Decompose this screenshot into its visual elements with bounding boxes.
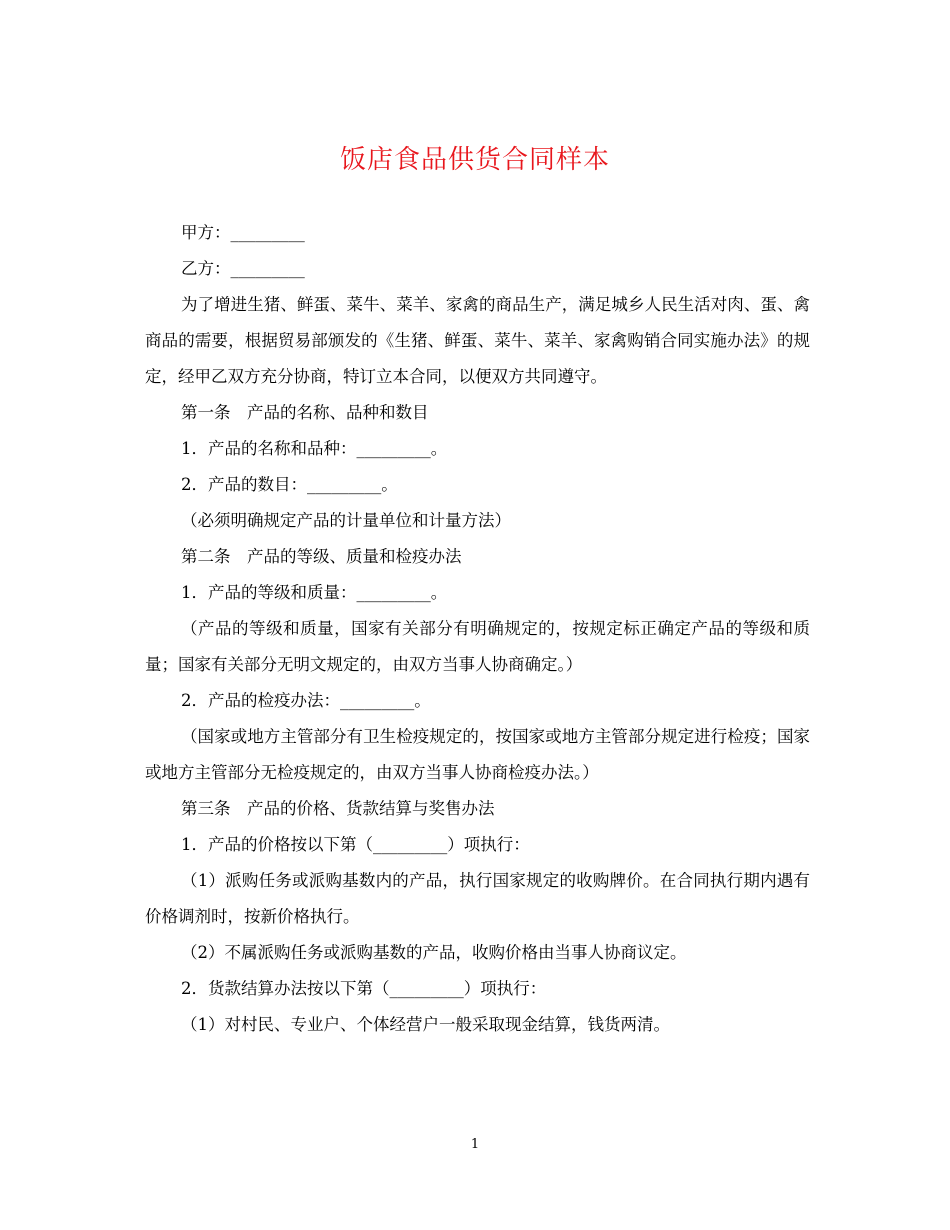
article-1-heading: 第一条 产品的名称、品种和数目: [181, 403, 429, 422]
document-body: [145, 215, 810, 1043]
article-1-note: （必须明确规定产品的计量单位和计量方法）: [181, 511, 511, 530]
article-2-item-2: 2．产品的检疫办法：_________。: [181, 691, 431, 710]
article-2-item-1: 1．产品的等级和质量：_________。: [181, 583, 448, 602]
article-3-item-1-option-1: （1）派购任务或派购基数内的产品，执行国家规定的收购牌价。在合同执行期内遇有价格调剂时，按新价格执行。: [145, 871, 810, 926]
article-3-item-1: 1．产品的价格按以下第（_________）项执行：: [181, 835, 530, 854]
article-2-note-2: （国家或地方主管部分有卫生检疫规定的，按国家或地方主管部分规定进行检疫；国家或地方主管部分无检疫规定的，由双方当事人协商检疫办法。）: [145, 727, 810, 782]
party-b-line: 乙方：_________: [181, 259, 305, 278]
article-2-heading: 第二条 产品的等级、质量和检疫办法: [181, 547, 462, 566]
document-title: 饭店食品供货合同样本: [339, 145, 610, 175]
article-3-item-2: 2．货款结算办法按以下第（_________）项执行：: [181, 979, 547, 998]
article-2-note-1: （产品的等级和质量，国家有关部分有明确规定的，按规定标正确定产品的等级和质量；国家有关部分无明文规定的，由双方当事人协商确定。）: [145, 619, 810, 674]
article-1-item-1: 1．产品的名称和品种：_________。: [181, 439, 448, 458]
preamble-paragraph: 为了增进生猪、鲜蛋、菜牛、菜羊、家禽的商品生产，满足城乡人民生活对肉、蛋、禽商品的需要，根据贸易部颁发的《生猪、鲜蛋、菜牛、菜羊、家禽购销合同实施办法》的规定，经甲乙双方充分协商，特订立本合同，以便双方共同遵守。: [145, 295, 810, 386]
article-3-heading: 第三条 产品的价格、货款结算与奖售办法: [181, 799, 495, 818]
article-3-item-2-option-1: （1）对村民、专业户、个体经营户一般采取现金结算，钱货两清。: [181, 1015, 670, 1034]
article-3-item-1-option-2: （2）不属派购任务或派购基数的产品，收购价格由当事人协商议定。: [181, 943, 687, 962]
article-1-item-2: 2．产品的数目：_________。: [181, 475, 398, 494]
party-a-line: 甲方：_________: [181, 223, 305, 242]
page-number: 1: [470, 1137, 480, 1152]
